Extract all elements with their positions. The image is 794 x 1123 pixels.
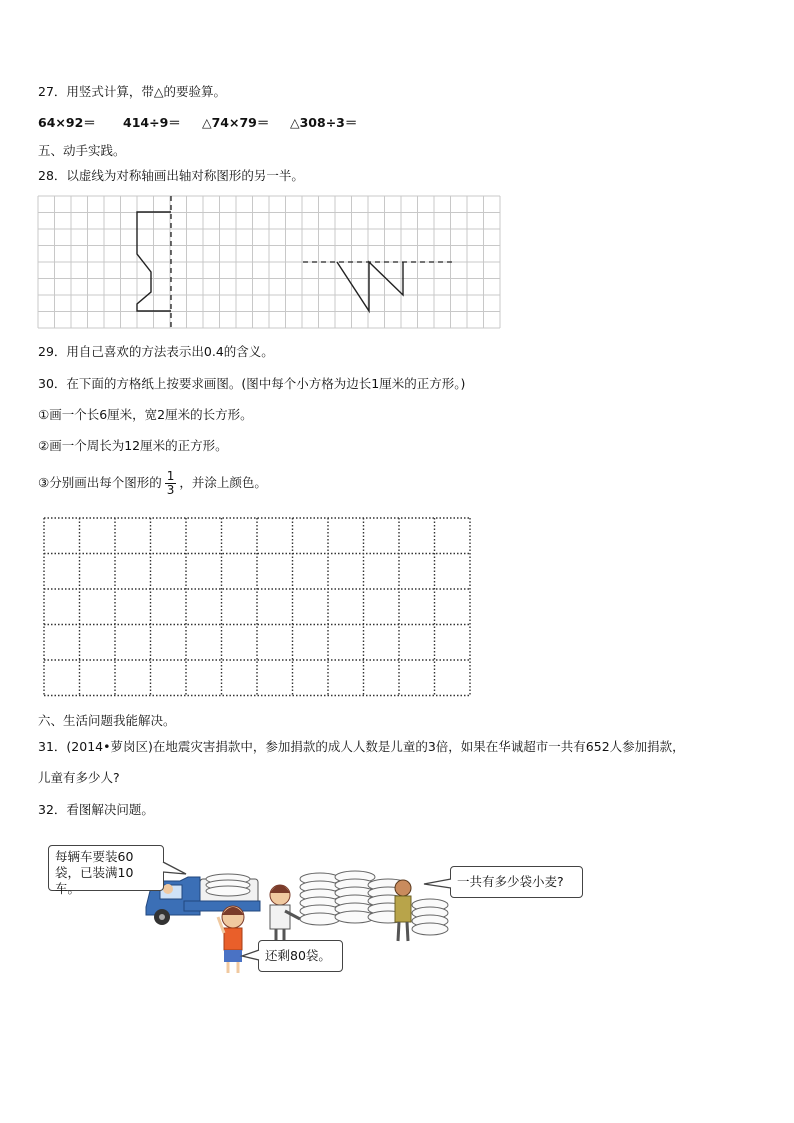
question-bubble-tail [422, 876, 452, 892]
q27-item-1: 64×92＝ [38, 115, 96, 130]
q27-item-2: 414÷9＝ [123, 115, 181, 130]
q27-item-4: △308÷3＝ [290, 115, 358, 130]
q30-step-3-prefix: ③分别画出每个图形的 [38, 475, 162, 490]
q30-step-3-suffix: ，并涂上颜色。 [179, 475, 267, 490]
q27-title: 27．用竖式计算，带△的要验算。 [38, 84, 227, 99]
man-figure-icon [395, 880, 411, 941]
truck-bubble-tail [160, 860, 190, 880]
remaining-bubble-tail [240, 948, 260, 964]
girl-figure-icon [270, 885, 300, 941]
q30-title: 30．在下面的方格纸上按要求画图。(图中每个小方格为边长1厘米的正方形。) [38, 376, 466, 391]
q31-line-1: 31．(2014•萝岗区)在地震灾害捐款中，参加捐款的成人人数是儿童的3倍，如果在华诚超市一共有652人参加捐款， [38, 739, 685, 754]
q30-step-1: ①画一个长6厘米，宽2厘米的长方形。 [38, 407, 253, 422]
question-speech-bubble: 一共有多少袋小麦? [450, 866, 583, 898]
section-5-heading: 五、动手实践。 [38, 143, 126, 158]
truck-bubble-line-2: 袋，已装满10车。 [55, 865, 134, 896]
q32-title: 32．看图解决问题。 [38, 802, 154, 817]
q28-half-shape-right [337, 262, 403, 311]
q30-dotted-grid [43, 517, 473, 697]
fraction-numerator: 1 [166, 469, 175, 483]
q30-step-3 [38, 466, 267, 500]
q30-fraction [165, 470, 177, 497]
q31-line-2: 儿童有多少人? [38, 770, 120, 785]
fraction-denominator: 3 [166, 483, 175, 497]
remaining-speech-bubble: 还剩80袋。 [258, 940, 343, 972]
q28-title: 28．以虚线为对称轴画出轴对称图形的另一半。 [38, 168, 304, 183]
section-6-heading: 六、生活问题我能解决。 [38, 713, 176, 728]
q28-symmetry-grid [38, 196, 502, 328]
q27-item-3: △74×79＝ [202, 115, 270, 130]
q30-grid-lines [44, 518, 470, 696]
truck-speech-bubble [48, 845, 164, 896]
truck-bubble-line-1: 每辆车要装60 [55, 849, 134, 864]
q29-title: 29．用自己喜欢的方法表示出0.4的含义。 [38, 344, 274, 359]
q30-step-2: ②画一个周长为12厘米的正方形。 [38, 438, 228, 453]
